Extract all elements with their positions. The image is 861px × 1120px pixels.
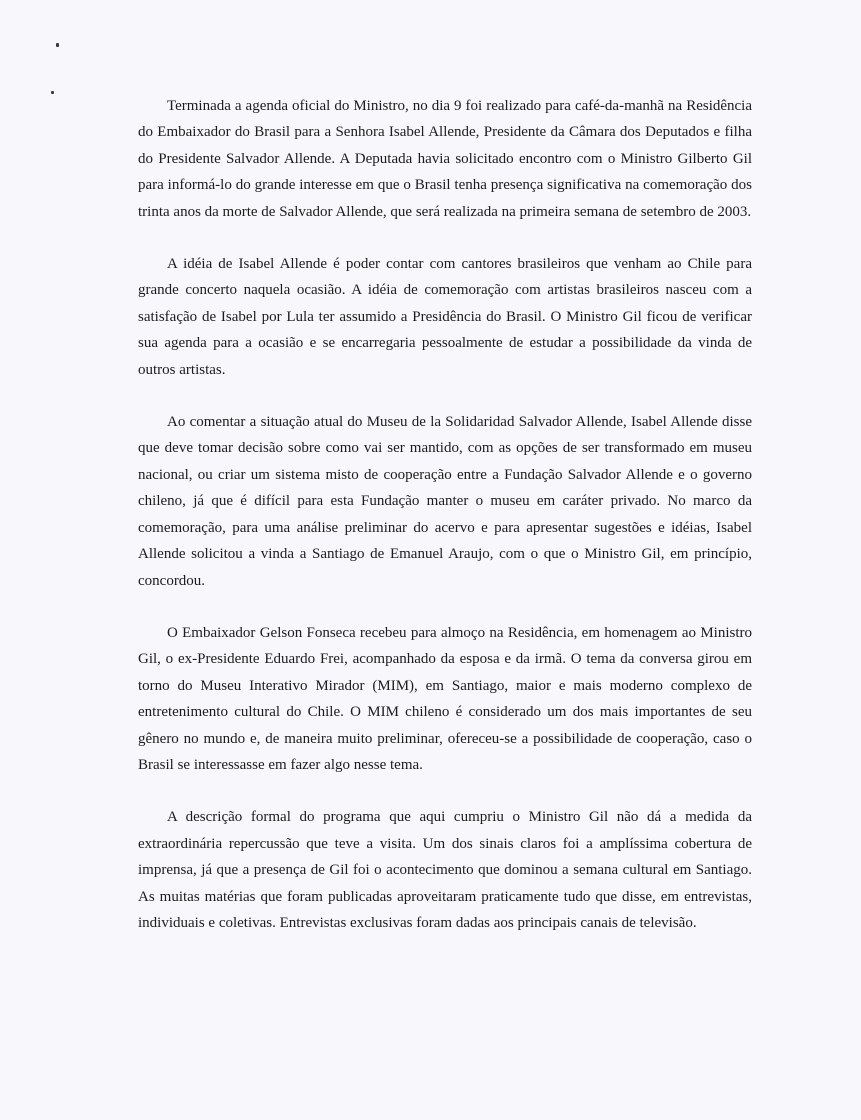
document-body: [138, 93, 752, 962]
paragraph-lunch-frei: O Embaixador Gelson Fonseca recebeu para almoço na Residência, em homenagem ao Ministro Gil, o ex-Presidente Eduardo Frei, acompanhado da esposa e da irmã. O tema da conversa girou em torno do Museu Interativo Mirador (MIM), em Santiago, maior e mais moderno complexo de entretenimento cultural do Chile. O MIM chileno é considerado um dos mais importantes de seu gênero no mundo e, de maneira muito preliminar, ofereceu-se a possibilidade de cooperação, caso o Brasil se interessasse em fazer algo nesse tema.: [138, 624, 752, 773]
scan-speck: [56, 43, 59, 47]
paragraph-press-coverage: A descrição formal do programa que aqui cumpriu o Ministro Gil não dá a medida da extraordinária repercussão que teve a visita. Um dos sinais claros foi a amplíssima cobertura de imprensa, já que a presença de Gil foi o acontecimento que dominou a semana cultural em Santiago. As muitas matérias que foram publicadas aproveitaram praticamente tudo que disse, em entrevistas, individuais e coletivas. Entrevistas exclusivas foram dadas aos principais canais de televisão.: [138, 809, 752, 931]
scan-speck: [51, 91, 54, 94]
paragraph-breakfast-meeting: Terminada a agenda oficial do Ministro, no dia 9 foi realizado para café-da-manhã na Residência do Embaixador do Brasil para a Senhora Isabel Allende, Presidente da Câmara dos Deputados e filha do Presidente Salvador Allende. A Deputada havia solicitado encontro com o Ministro Gilberto Gil para informá-lo do grande interesse em que o Brasil tenha presença significativa na comemoração dos trinta anos da morte de Salvador Allende, que será realizada na primeira semana de setembro de 2003.: [138, 98, 752, 220]
paragraph-museum-situation: Ao comentar a situação atual do Museu de la Solidaridad Salvador Allende, Isabel Allende disse que deve tomar decisão sobre como vai ser mantido, com as opções de ser transformado em museu nacional, ou criar um sistema misto de cooperação entre a Fundação Salvador Allende e o governo chileno, já que é difícil para esta Fundação manter o museu em caráter privado. No marco da comemoração, para uma análise preliminar do acervo e para apresentar sugestões e idéias, Isabel Allende solicitou a vinda a Santiago de Emanuel Araujo, com o que o Ministro Gil, em princípio, concordou.: [138, 414, 752, 589]
paragraph-concert-idea: A idéia de Isabel Allende é poder contar com cantores brasileiros que venham ao Chile para grande concerto naquela ocasião. A idéia de comemoração com artistas brasileiros nasceu com a satisfação de Isabel por Lula ter assumido a Presidência do Brasil. O Ministro Gil ficou de verificar sua agenda para a ocasião e se encarregaria pessoalmente de estudar a possibilidade da vinda de outros artistas.: [138, 256, 752, 378]
